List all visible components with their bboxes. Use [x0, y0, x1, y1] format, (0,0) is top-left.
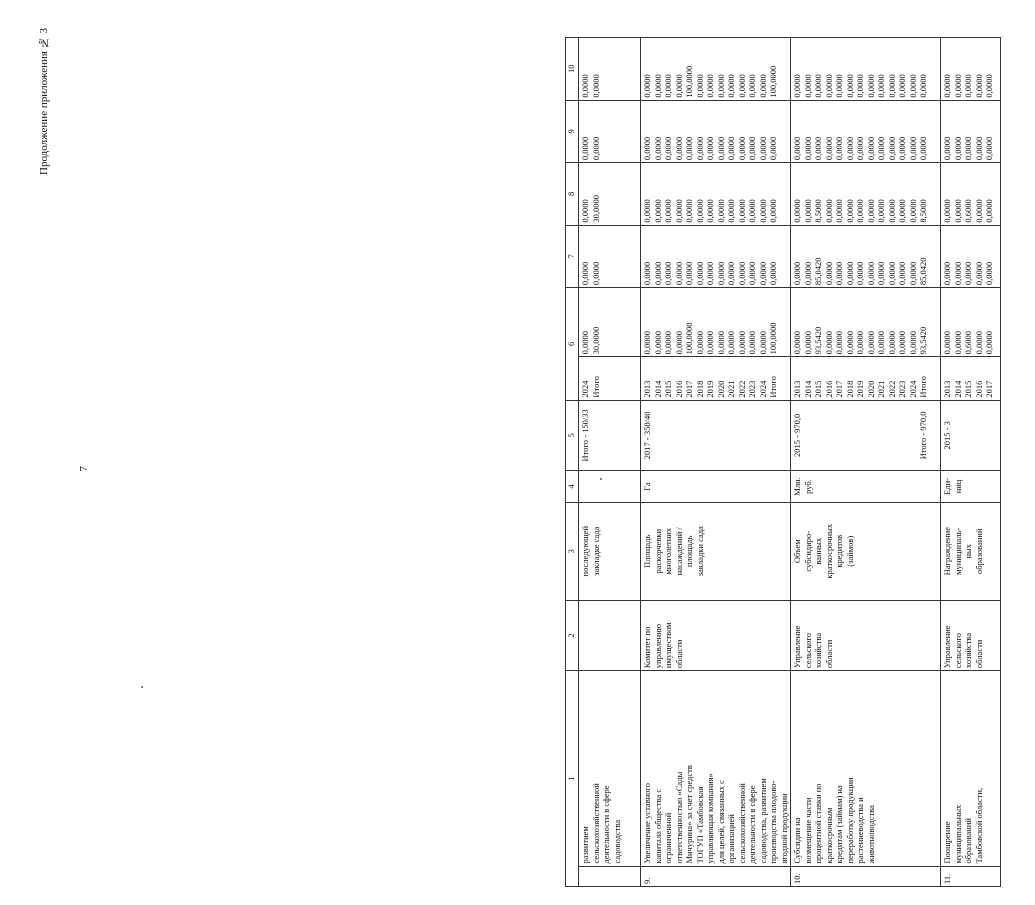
col-header-8: 8 — [566, 163, 579, 226]
col-header-4: 4 — [566, 471, 579, 503]
target-value: Итого - 150/33 — [579, 400, 641, 470]
col-header-2: 2 — [566, 600, 579, 670]
indicator-name: Награждение муниципаль- ных образований — [941, 502, 1001, 600]
local-funding: 0,0000 0,0000 0,0000 0,0000 0,0000 — [941, 100, 1001, 163]
target-value: 2015 - 970,0 Итого - 970,0 — [791, 400, 941, 470]
responsible-executor: Управление сельского хозяйства области — [941, 600, 1001, 670]
total-funding: 0,0000 0,0000 93,5420 0,0000 0,0000 0,0000 0,0000 0,0000 0,0000 0,0000 0,0000 0,0000 93,5420 — [791, 288, 941, 357]
federal-funding: 0,0000 0,0000 0,0000 0,0000 0,0000 0,0000 0,0000 0,0000 0,0000 0,0000 0,0000 0,0000 0,0000 — [641, 225, 791, 288]
rotated-table-page — [565, 37, 1035, 887]
years: 2024 Итого — [579, 357, 641, 400]
column-number-row — [566, 38, 579, 887]
col-header-6: 6 — [566, 288, 579, 401]
total-funding: 0,0000 0,0000 0,6000 0,0000 0,0000 — [941, 288, 1001, 357]
scan-speck — [141, 686, 143, 688]
federal-funding: 0,0000 0,0000 85,0420 0,0000 0,0000 0,0000 0,0000 0,0000 0,0000 0,0000 0,0000 0,0000 85,0420 — [791, 225, 941, 288]
extrabudgetary-funding: 0,0000 0,0000 0,0000 0,0000 100,0000 0,0000 0,0000 0,0000 0,0000 0,0000 0,0000 0,0000 100,0000 — [641, 38, 791, 101]
years: 2013 2014 2015 2016 2017 2018 2019 2020 2021 2022 2023 2024 Итого — [791, 357, 941, 400]
extrabudgetary-funding: 0,0000 0,0000 — [579, 38, 641, 101]
measure-name: развитием сельскохозяйственной деятельности в сфере садоводства — [579, 671, 641, 866]
unit — [579, 471, 641, 503]
unit: Еди- ниц — [941, 471, 1001, 503]
responsible-executor: Управление сельского хозяйства области — [791, 600, 941, 670]
table-row — [791, 38, 941, 887]
responsible-executor: Комитет по управлению имуществом области — [641, 600, 791, 670]
col-header-5: 5 — [566, 400, 579, 470]
target-value: 2015 - 3 — [941, 400, 1001, 470]
measure-name: Увеличение уставного капитала общества с ограниченной ответственностью «Сады Мичурина» за счет средств ТОГУП «Тамбовская управляющая компания» для целей, связанных с организацией сельскохозяйственной деятельности в сфере садоводства, развитием производства плодово- ягодной продукции — [641, 671, 791, 866]
col-header-9: 9 — [566, 100, 579, 163]
row-number: 11. — [941, 866, 1001, 886]
total-funding: 0,0000 30,0000 — [579, 288, 641, 357]
responsible-executor — [579, 600, 641, 670]
col-header-7: 7 — [566, 225, 579, 288]
program-measures-table — [565, 37, 1001, 887]
unit: Га — [641, 471, 791, 503]
years: 2013 2014 2015 2016 2017 2018 2019 2020 2021 2022 2023 2024 Итого — [641, 357, 791, 400]
appendix-continuation-note: Продолжение приложения № 3 — [38, 28, 50, 175]
page-number: 7 — [78, 466, 90, 472]
extrabudgetary-funding: 0,0000 0,0000 0,0000 0,0000 0,0000 0,0000 0,0000 0,0000 0,0000 0,0000 0,0000 0,0000 0,0000 — [791, 38, 941, 101]
federal-funding: 0,0000 0,0000 — [579, 225, 641, 288]
local-funding: 0,0000 0,0000 0,0000 0,0000 0,0000 0,0000 0,0000 0,0000 0,0000 0,0000 0,0000 0,0000 0,0000 — [791, 100, 941, 163]
federal-funding: 0,0000 0,0000 0,0000 0,0000 0,0000 — [941, 225, 1001, 288]
measure-name: Субсидии на возмещение части процентной ставки по краткосрочным кредитам (займам) на переработку продукции растениеводства и животноводства — [791, 671, 941, 866]
table-row — [641, 38, 791, 887]
table-row — [941, 38, 1001, 887]
regional-funding: 0,0000 0,0000 0,0000 0,0000 0,0000 0,0000 0,0000 0,0000 0,0000 0,0000 0,0000 0,0000 0,0000 — [641, 163, 791, 226]
regional-funding: 0,0000 30,0000 — [579, 163, 641, 226]
col-header-1: 1 — [566, 671, 579, 887]
col-header-10: 10 — [566, 38, 579, 101]
unit: Млн. руб. — [791, 471, 941, 503]
regional-funding: 0,0000 0,0000 8,5000 0,0000 0,0000 0,0000 0,0000 0,0000 0,0000 0,0000 0,0000 0,0000 8,5000 — [791, 163, 941, 226]
total-funding: 0,0000 0,0000 0,0000 0,0000 100,0000 0,0000 0,0000 0,0000 0,0000 0,0000 0,0000 0,0000 100,0000 — [641, 288, 791, 357]
table-row — [579, 38, 641, 887]
local-funding: 0,0000 0,0000 — [579, 100, 641, 163]
extrabudgetary-funding: 0,0000 0,0000 0,0000 0,0000 0,0000 — [941, 38, 1001, 101]
row-number — [579, 866, 641, 886]
col-header-3: 3 — [566, 502, 579, 600]
measure-name: Поощрение муниципальных образований Тамбовской области, — [941, 671, 1001, 866]
years: 2013 2014 2015 2016 2017 — [941, 357, 1001, 400]
row-number: 9. — [641, 866, 791, 886]
target-value: 2017 - 350/40 — [641, 400, 791, 470]
indicator-name: последующей закладке сада — [579, 502, 641, 600]
indicator-name: Объем субсидиро- ванных краткосрочных кредитов (займов) — [791, 502, 941, 600]
row-number: 10. — [791, 866, 941, 886]
regional-funding: 0,0000 0,0000 0,6000 0,0000 0,0000 — [941, 163, 1001, 226]
local-funding: 0,0000 0,0000 0,0000 0,0000 0,0000 0,0000 0,0000 0,0000 0,0000 0,0000 0,0000 0,0000 0,0000 — [641, 100, 791, 163]
indicator-name: Площадь раскорчевки многолетних насаждений / площадь закладки сада — [641, 502, 791, 600]
